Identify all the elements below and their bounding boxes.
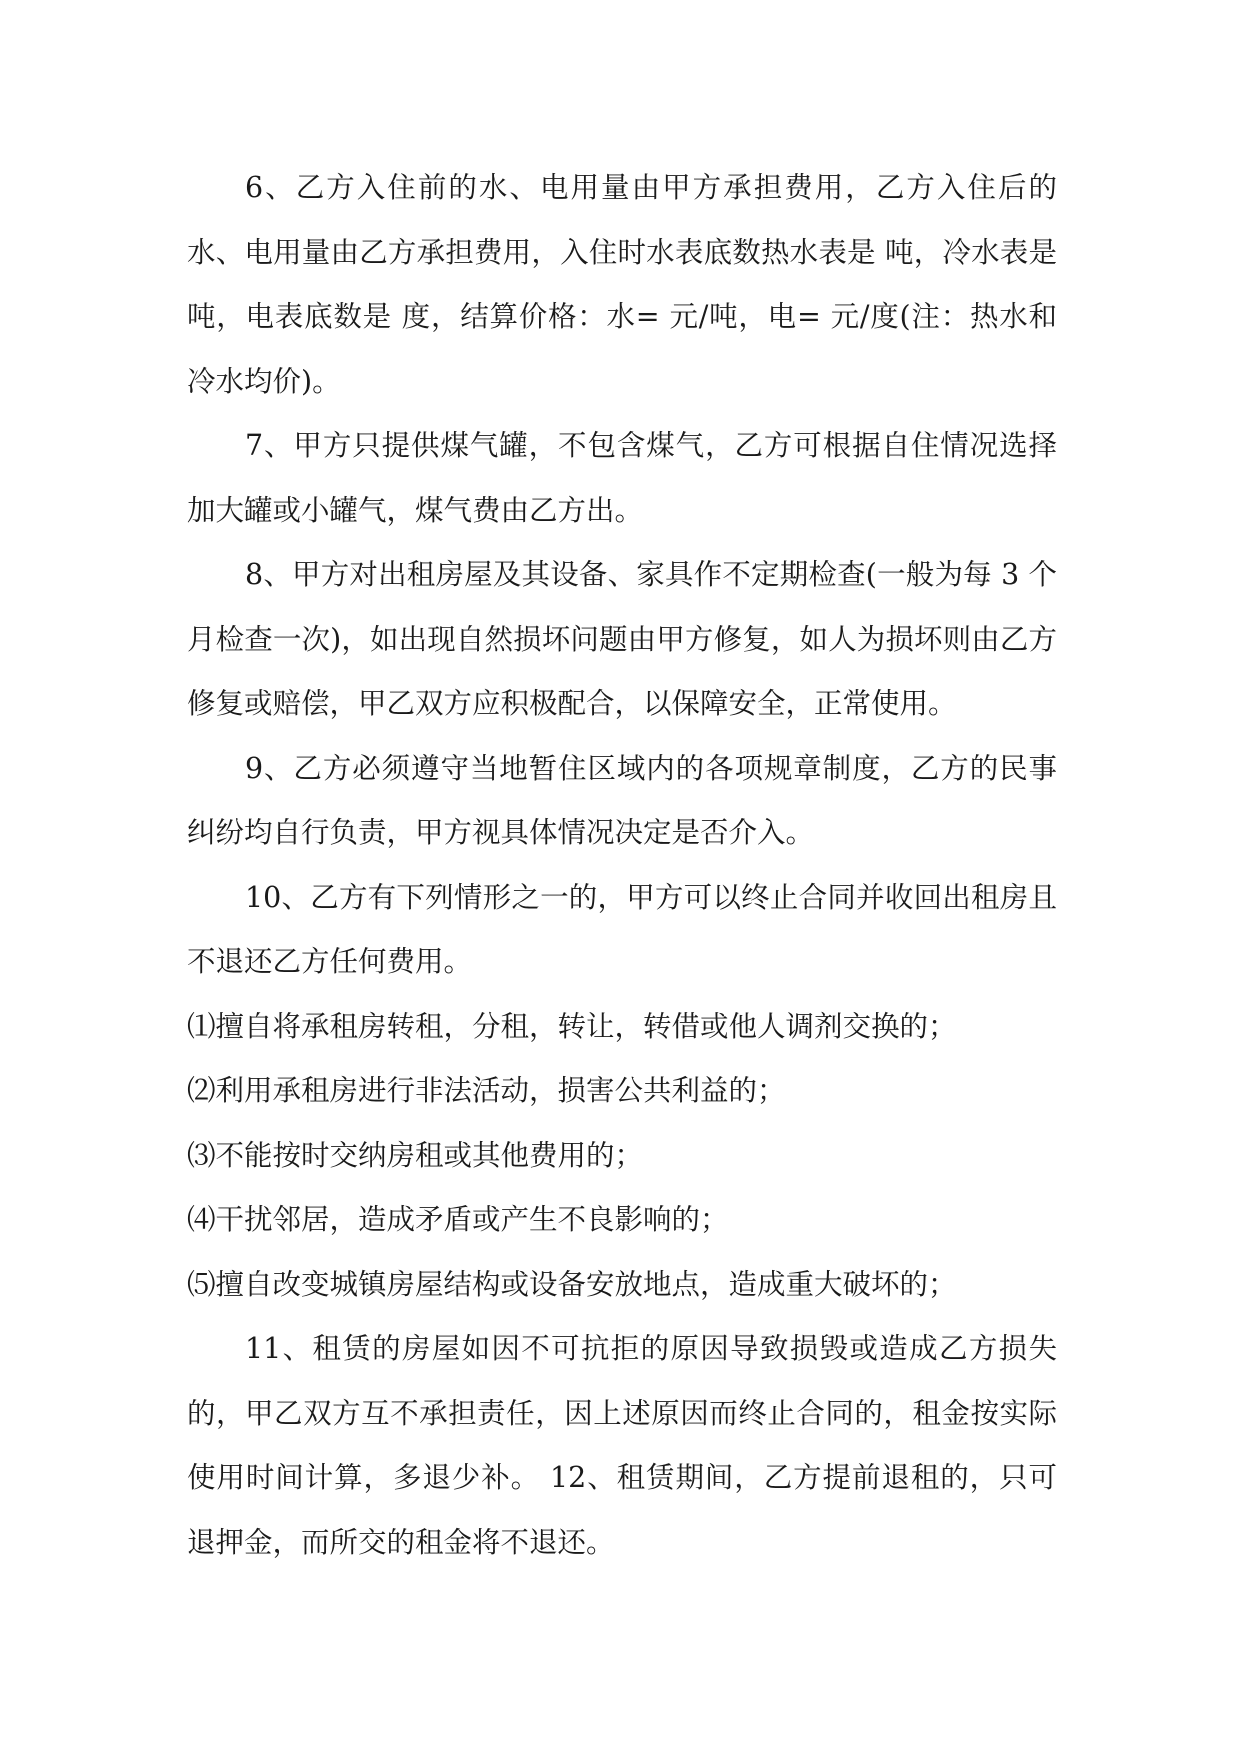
clause-11-12: 11、租赁的房屋如因不可抗拒的原因导致损毁或造成乙方损失的，甲乙双方互不承担责任，因上述原因而终止合同的，租金按实际使用时间计算，多退少补。 12、租赁期间，乙方提前退租的，只可退押金，而所交的租金将不退还。 [187, 1332, 1057, 1559]
clause-8: 8、甲方对出租房屋及其设备、家具作不定期检查(一般为每 3 个月检查一次)，如出现自然损坏问题由甲方修复，如人为损坏则由乙方修复或赔偿，甲乙双方应积极配合，以保障安全，正常使用。 [187, 558, 1057, 720]
clause-6: 6、乙方入住前的水、电用量由甲方承担费用，乙方入住后的水、电用量由乙方承担费用，入住时水表底数热水表是 吨，冷水表是 吨，电表底数是 度，结算价格：水= 元/吨，电= 元/度(注：热水和冷水均价)。 [187, 171, 1057, 398]
document-body [187, 156, 1057, 1575]
clause-10: 10、乙方有下列情形之一的，甲方可以终止合同并收回出租房且不退还乙方任何费用。 [187, 880, 1057, 978]
clause-9: 9、乙方必须遵守当地暂住区域内的各项规章制度，乙方的民事纠纷均自行负责，甲方视具体情况决定是否介入。 [187, 751, 1057, 849]
clause-10-item-1: ⑴擅自将承租房转租，分租，转让，转借或他人调剂交换的； [187, 1009, 957, 1043]
clause-10-item-2: ⑵利用承租房进行非法活动，损害公共利益的； [187, 1074, 786, 1107]
clause-10-item-4: ⑷干扰邻居，造成矛盾或产生不良影响的； [187, 1203, 729, 1236]
clause-10-item-3: ⑶不能按时交纳房租或其他费用的； [187, 1138, 644, 1172]
clause-10-item-5: ⑸擅自改变城镇房屋结构或设备安放地点，造成重大破坏的； [187, 1267, 957, 1301]
clause-7: 7、甲方只提供煤气罐，不包含煤气，乙方可根据自住情况选择加大罐或小罐气，煤气费由乙方出。 [187, 429, 1057, 527]
